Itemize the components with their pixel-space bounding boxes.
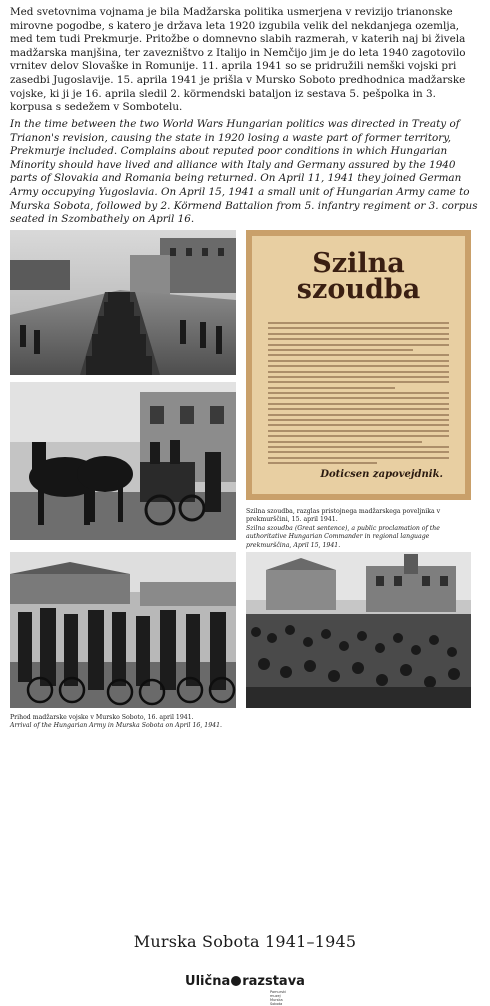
poster-title-line2: szoudba — [296, 274, 421, 305]
brand-logo — [0, 974, 490, 989]
poster-title-line1: Szilna — [312, 248, 405, 279]
intro-english: In the time between the two World Wars Hungarian politics was directed in Treaty of Trianon's revision, causing the state in 1920 losing a waste part of former territory, Prekmurje included. Complains about reputed poor conditions in which Hungarian Minority should have lived and alliance with Italy and Germany assured by the 1940 parts of Slovakia and Romania being returned. On April 11, 1941 they joined German Army occupying Yugoslavia. On April 15, 1941 a small unit of Hungarian Army came to Murska Sobota, followed by 2. Körmend Battalion from 5. infantry regiment or 3. corpus seated in Szombathely on April 16. — [10, 118, 478, 226]
caption-poster-sl: Szilna szoudba, razglas pristojnega madžarskega poveljnika v prekmurščini, 15. april 1941. — [246, 508, 441, 524]
brand-dot-icon — [231, 976, 241, 986]
exhibition-title: Murska Sobota 1941–1945 — [133, 932, 357, 951]
photo-crowd-square — [246, 552, 471, 708]
caption-poster — [246, 508, 474, 550]
caption-poster-en: Szilna szoudba (Great sentence), a public proclamation of the authoritative Hungarian Commander in regional language prekmurščina, April 15, 1941. — [246, 524, 440, 549]
photo-soldiers-bicycles — [10, 552, 236, 708]
poster-signature: Doticsen zapovejdnik. — [320, 469, 443, 480]
poster-szilna-szoudba — [246, 230, 471, 500]
photo-horse-carriage — [10, 382, 236, 540]
poster-body-text — [268, 322, 449, 472]
intro-slovene: Med svetovnima vojnama je bila Madžarska politika usmerjena v revizijo trianonske mirovne pogodbe, s katero je država leta 1920 izgubila velik del nekdanjega ozemlja, med tem tudi Prekmurje. Pritožbe o domnevno slabih razmerah, v katerih naj bi živela madžarska manjšina, ter zavezništvo z Italijo in Nemčijo jim je do leta 1940 zagotovilo vrnitev delov Slovaške in Romunije. 11. aprila 1941 so se pridružili nemški vojski pri zasedbi Jugoslavije. 15. aprila 1941 je prišla v Mursko Soboto predhodnica madžarske vojske, ki ji je 16. aprila sledil 2. körmendski bataljon iz sestava 5. pešpolka in 3. korpusa s sedežem v Sombotelu. — [10, 6, 466, 114]
caption-arrival — [10, 714, 240, 731]
caption-arrival-sl: Prihod madžarske vojske v Mursko Soboto, 16. april 1941. — [10, 714, 194, 721]
photo-marching-column — [10, 230, 236, 375]
poster-paper — [252, 236, 465, 494]
brand-left: Ulična — [185, 974, 231, 989]
brand-right: razstava — [242, 974, 305, 989]
caption-arrival-en: Arrival of the Hungarian Army in Murska Sobota on April 16, 1941. — [10, 722, 223, 730]
brand-subtitle: Pomurski muzej Murska Sobota — [270, 990, 287, 1006]
